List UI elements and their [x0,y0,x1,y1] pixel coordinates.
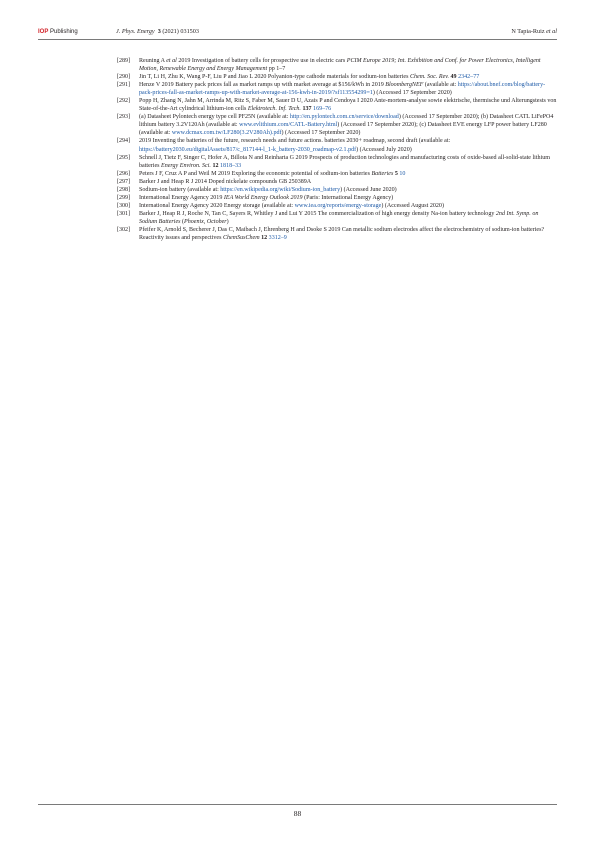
reference-entry [117,81,558,97]
reference-entry [117,194,558,202]
header-rule [38,39,557,40]
reference-number: [290] [117,74,131,81]
reference-link[interactable]: www.dcmax.com.tw/LF280(3.2V280Ah).pdf [171,130,282,137]
journal-issue: (2021) 031503 [160,28,199,35]
reference-number: [294] [117,138,131,145]
reference-number: [296] [117,170,131,177]
reference-entry [117,186,558,194]
authors-etal: et al [546,28,557,35]
reference-text: PCIM Europe 2019; Int. Exhibition and Conf. for Power Electronics, Intelligent Motion, Renewable Energy and Energy Management [139,58,541,73]
journal-citation [116,27,199,37]
reference-text: Popp H, Zhang N, Jahn M, Arrinda M, Ritz S, Faber M, Sauer D U, Azais P and Cendoya I 2020 Ante-mortem-analyse sowie elektrische, thermische und Alterungstests von State-of-the-Art cylindrical lithium-ion cells [139,98,557,113]
reference-text: International Energy Agency 2019 [139,194,224,201]
reference-link[interactable]: www.iea.org/reports/energy-storage [294,202,382,209]
reference-text: 2nd Int. Symp. on Sodium Batteries [139,210,539,225]
reference-text: Energy Environ. Sci. [161,162,211,169]
reference-text: Batteries [371,170,394,177]
journal-name: J. Phys. Energy [116,28,155,35]
reference-list [117,57,558,242]
reference-text: 2019 Investigation of battery cells for prospective use in electric cars [176,58,347,64]
reference-text: Schnell J, Tietz F, Singer C, Hofer A, Billota N and Reinharta G 2019 Prospects of production technologies and manufacturing costs of oxide-based all-solid-state lithium batteries [139,154,550,169]
reference-text: 5 [394,170,398,177]
reference-number: [289] [117,58,131,64]
reference-number: [291] [117,82,131,89]
reference-link[interactable]: 169–76 [313,106,332,113]
reference-number: [301] [117,210,131,217]
journal-volume: 3 [157,28,161,35]
reference-text: ) (Accessed 17 September 2020) [281,130,361,137]
reference-number: [297] [117,178,131,185]
reference-link[interactable]: 10 [399,170,406,177]
reference-text: ) [226,218,229,225]
reference-number: [300] [117,202,131,209]
reference-entry [117,210,558,226]
reference-text: ) (Accessed June 2020) [340,186,397,193]
reference-text: International Energy Agency 2020 Energy storage (available at: [139,202,295,209]
reference-text: (a) Datasheet Pylontech energy type cell PF25N (available at: [139,114,290,121]
reference-text: 12 [261,235,268,242]
reference-text: Henze V 2019 Battery pack prices fall as market ramps up with market average at $156/kWh in 2019 [139,82,386,89]
publisher-name: Publishing [48,29,78,35]
reference-text: ( [180,218,185,225]
reference-text: 49 [450,74,457,81]
reference-link[interactable]: www.evlithium.com/CATL-Battery.html [239,122,338,129]
reference-link[interactable]: 1818–33 [220,162,242,169]
reference-number: [298] [117,186,131,193]
reference-text: Reuning A [139,58,167,64]
reference-text: pp 1–7 [267,66,286,73]
reference-text: Elektrotech. Inf. Tech. [247,106,301,113]
reference-text: ) (Accessed 17 September 2020) [372,90,452,97]
publisher-logo [38,27,78,37]
reference-entry [117,202,558,210]
reference-text: ) (Accessed July 2020) [356,146,412,153]
reference-link[interactable]: http://en.pylontech.com.cn/service/download [289,114,399,121]
reference-text: Jin T, Li H, Zhu K, Wang P-F, Liu P and Jiao L 2020 Polyanion-type cathode materials for sodium-ion batteries [139,74,410,81]
reference-text: Sodium-ion battery (available at: [139,186,221,193]
reference-entry [117,170,558,178]
reference-text: Barker J and Heap R J 2014 Doped nickelate compounds GB 250389A [139,178,312,185]
reference-text: Pfeifer K, Arnold S, Becherer J, Das C, Maibach J, Ehrenberg H and Dsoke S 2019 Can metallic sodium electrodes affect the electrochemistry of sodium-ion batteries? Reactivity issues and perspectives [139,226,545,242]
reference-entry [117,154,558,170]
reference-text: (available at: [423,82,458,89]
reference-text: Chem. Soc. Rev. [409,74,449,81]
reference-entry [117,137,558,153]
reference-text: et al [166,58,177,64]
reference-text: 12 [212,162,219,169]
running-header [38,27,557,39]
reference-text: IEA World Energy Outlook 2019 [223,194,303,201]
reference-link[interactable]: https://about.bnef.com/blog/battery-pack-prices-fall-as-market-ramps-up-with-market-average-at-156-kwh-in-2019/?sf113554299=1 [139,82,546,97]
reference-entry [117,178,558,186]
reference-number: [292] [117,98,131,105]
iop-logo-mark: IOP [38,29,49,35]
reference-text: (Paris: International Energy Agency) [302,194,394,201]
reference-link[interactable]: 3312–9 [268,235,287,242]
reference-text: ChemSusChem [222,235,260,242]
reference-entry [117,97,558,113]
running-authors [511,27,557,37]
reference-text: ) (Accessed 17 September 2020); (c) Datasheet EVE energy LFP power battery LF280 (available at: [139,122,547,137]
reference-entry [117,73,558,81]
reference-entry [117,57,558,73]
reference-number: [302] [117,226,131,233]
page-number: 88 [293,809,302,818]
reference-link[interactable]: 2342–77 [458,74,480,81]
reference-entry [117,226,558,242]
footer-rule [38,804,557,805]
reference-text: Phoenix, October [184,218,227,225]
reference-entry [117,113,558,137]
reference-number: [293] [117,114,131,121]
reference-text: ) (Accessed 17 September 2020); (b) Datasheet CATL LiFePO4 lithium battery 3.2V120Ah (available at: [139,114,554,129]
reference-link[interactable]: https://battery2030.eu/digitalAssets/817/c_817144-l_1-k_battery-2030_roadmap-v2.1.pdf [139,146,357,153]
reference-text: Peters J F, Cruz A P and Weil M 2019 Exploring the economic potential of sodium-ion batteries [139,170,372,177]
reference-text: ) (Accessed August 2020) [381,202,444,209]
authors-text: N Tapia-Ruiz [511,28,547,35]
reference-text: BloombergNEF [385,82,424,89]
reference-number: [295] [117,154,131,161]
reference-text: 2019 Inventing the batteries of the future, research needs and future actions. batteries 2030+ roadmap, second draft (available at: [139,138,451,145]
reference-link[interactable]: https://en.wikipedia.org/wiki/Sodium-ion_battery [220,186,341,193]
reference-number: [299] [117,194,131,201]
reference-text: 137 [302,106,312,113]
reference-text: Barker J, Heap R J, Roche N, Tan C, Sayers R, Whitley J and Lui Y 2015 The commercialization of high energy density Na-ion battery technology [139,210,496,217]
